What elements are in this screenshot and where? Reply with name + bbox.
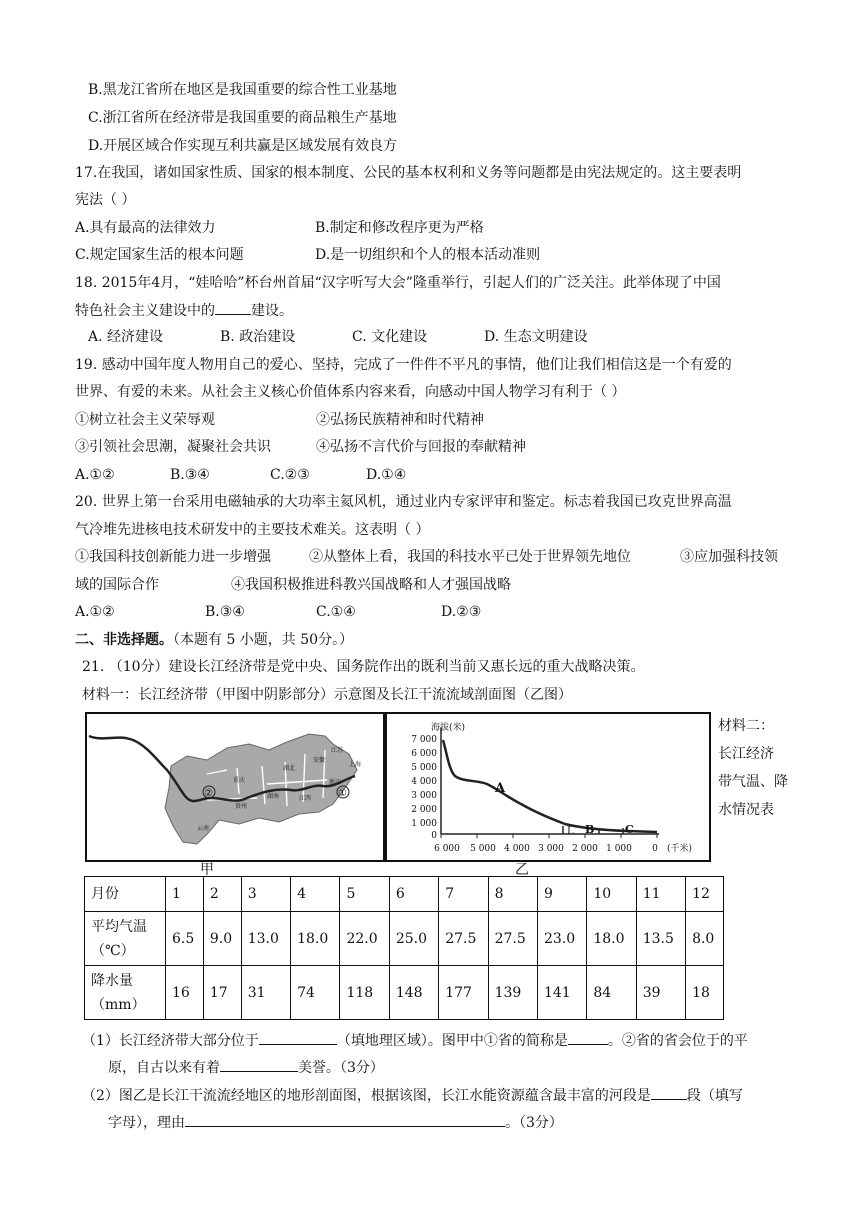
q21-sub2-text-d: 。（3分） (505, 1115, 563, 1131)
profile-y-tick: 2 000 (411, 805, 437, 815)
temp-header-line2: （℃） (91, 942, 135, 959)
rain-header-line1: 降水量 (91, 972, 133, 989)
q18-option-b: B. 政治建设 (220, 329, 296, 345)
section2-note: （本题有 5 小题，共 50分。） (173, 632, 354, 648)
table-cell: 23.0 (537, 912, 586, 966)
segment-l-label: L (567, 826, 574, 837)
profile-x-tick: 3 000 (538, 844, 564, 854)
month-header: 月份 (85, 877, 166, 912)
table-cell: 177 (439, 966, 488, 1020)
q21-sub1-text-b: （填地理区域）。图甲中①省的简称是 (336, 1033, 568, 1049)
table-cell: 8 (488, 877, 537, 912)
q19-item-4: ④弘扬不言代价与回报的奉献精神 (316, 439, 526, 455)
q21-material1: 材料一：长江经济带（甲图中阴影部分）示意图及长江干流流域剖面图（乙图） (82, 687, 572, 703)
table-row (85, 912, 724, 966)
map-label-2: ② (204, 788, 213, 799)
profile-y-tick: 5 000 (411, 763, 437, 773)
q21-sub1-text-e: 美誉。（3分） (298, 1060, 384, 1076)
q20-item-3b: 域的国际合作 (75, 577, 159, 593)
q21-sub1-blank-reputation[interactable] (220, 1057, 298, 1072)
q19-item-3: ③引领社会思潮，凝聚社会共识 (75, 439, 271, 455)
q18-option-c: C. 文化建设 (352, 329, 428, 345)
table-cell: 22.0 (340, 912, 389, 966)
q17-option-a: A.具有最高的法律效力 (75, 220, 216, 236)
q17-option-d: D.是一切组织和个人的根本活动准则 (315, 247, 541, 263)
profile-elevation-curve (443, 740, 657, 832)
table-cell: 148 (389, 966, 438, 1020)
map-label-yunnan: 云南 (197, 825, 210, 832)
shaded-region (165, 734, 357, 844)
table-cell: 3 (241, 877, 290, 912)
temp-header-line1: 平均气温 (91, 918, 147, 935)
temp-header (85, 912, 166, 966)
q20-item-4: ④我国积极推进科教兴国战略和人才强国战略 (231, 577, 511, 593)
table-cell: 11 (636, 877, 685, 912)
table-cell: 118 (340, 966, 389, 1020)
caption-yi: 乙 (515, 862, 529, 878)
q21-sub2-text-b: 段（填写 (686, 1088, 743, 1104)
profile-x-tick: 2 000 (572, 844, 598, 854)
table-cell: 6.5 (166, 912, 204, 966)
profile-x-tick: 6 000 (434, 844, 460, 854)
rain-header-line2: （mm） (91, 996, 146, 1013)
table-cell: 10 (587, 877, 636, 912)
q19-option-d: D.①④ (366, 467, 407, 483)
profile-x-tick: 1 000 (606, 844, 632, 854)
profile-y-tick: 0 (431, 831, 437, 841)
profile-y-tick: 4 000 (411, 777, 437, 787)
table-cell: 13.0 (241, 912, 290, 966)
table-cell: 12 (686, 877, 724, 912)
q21-sub1-line1 (82, 1030, 748, 1051)
map-label-jiangxi: 江西 (299, 795, 312, 802)
table-cell: 139 (488, 966, 537, 1020)
q21-sub2-line1 (82, 1085, 743, 1106)
table-cell: 84 (587, 966, 636, 1020)
q20-option-a: A.①② (75, 604, 115, 620)
table-cell: 9 (537, 877, 586, 912)
profile-y-tick: 1 000 (411, 819, 437, 829)
table-cell: 9.0 (203, 912, 241, 966)
profile-y-title: 海拔(米) (431, 723, 466, 733)
q21-sub1-text-c: 。②省的省会位于的平 (607, 1033, 748, 1049)
map-label-hunan: 湖南 (267, 793, 280, 800)
q20-item-1: ①我国科技创新能力进一步增强 (75, 549, 271, 565)
q21-sub1-text-a: （1）长江经济带大部分位于 (82, 1033, 259, 1049)
q16-option-d: D.开展区域合作实现互利共赢是区域发展有效良方 (88, 138, 398, 154)
material2-line: 带气温、降 (718, 774, 788, 790)
q17-stem-line1: 17.在我国，诸如国家性质、国家的根本制度、公民的基本权利和义务等问题都是由宪法规定的。这主要表明 (75, 165, 742, 181)
table-cell: 74 (291, 966, 340, 1020)
map-label-shanghai: 上海 (349, 761, 362, 768)
table-cell: 2 (203, 877, 241, 912)
table-cell: 7 (439, 877, 488, 912)
table-cell: 31 (241, 966, 290, 1020)
q17-option-b: B.制定和修改程序更为严格 (315, 220, 484, 236)
q19-stem-line1: 19. 感动中国年度人物用自己的爱心、坚持，完成了一件件不平凡的事情，他们让我们相信这是一个有爱的 (75, 357, 732, 373)
q21-sub2-text-c: 字母），理由 (108, 1115, 185, 1131)
yangtze-map-figure (85, 712, 385, 862)
yangtze-profile-svg (387, 714, 709, 860)
map-label-jiangsu: 江苏 (331, 747, 344, 754)
map-label-guizhou: 贵州 (235, 803, 248, 810)
caption-jia: 甲 (200, 862, 214, 878)
q18-stem-pre: 特色社会主义建设中的 (75, 303, 215, 319)
map-label-chongqing: 重庆 (233, 777, 246, 784)
q21-sub1-line2 (108, 1057, 384, 1078)
table-cell: 4 (291, 877, 340, 912)
q20-item-3a: ③应加强科技领 (680, 549, 778, 565)
q17-option-c: C.规定国家生活的根本问题 (75, 247, 244, 263)
profile-x-tick: 0 (652, 844, 658, 854)
material2-label (718, 712, 788, 824)
table-cell: 18.0 (587, 912, 636, 966)
table-cell: 25.0 (389, 912, 438, 966)
table-cell: 18.0 (291, 912, 340, 966)
yangtze-profile-figure (385, 712, 711, 862)
q16-option-b: B.黑龙江省所在地区是我国重要的综合性工业基地 (88, 82, 397, 98)
yangtze-map-svg (87, 714, 383, 860)
q19-option-c: C.②③ (270, 467, 310, 483)
table-cell: 17 (203, 966, 241, 1020)
table-cell: 13.5 (636, 912, 685, 966)
q19-stem-line2: 世界、有爱的未来。从社会主义核心价值体系内容来看，向感动中国人物学习有利于（ ） (75, 384, 626, 400)
q21-sub1-blank-region[interactable] (259, 1030, 337, 1045)
q21-sub1-text-d: 原，自古以来有着 (108, 1060, 220, 1076)
q18-stem-line2 (75, 300, 293, 321)
profile-x-tick: 5 000 (470, 844, 496, 854)
q20-stem-line1: 20. 世界上第一台采用电磁轴承的大功率主氦风机，通过业内专家评审和鉴定。标志着我国已攻克世界高温 (75, 494, 732, 510)
q20-stem-line2: 气冷堆先进核电技术研发中的主要技术难关。这表明（ ） (75, 522, 430, 538)
table-cell: 1 (166, 877, 204, 912)
segment-a-label: A (495, 781, 506, 796)
q18-option-d: D. 生态文明建设 (484, 329, 588, 345)
q21-sub1-blank-abbrev[interactable] (568, 1030, 608, 1045)
profile-x-tick: 4 000 (504, 844, 530, 854)
segment-b-label: B (585, 823, 595, 836)
table-cell: 18 (686, 966, 724, 1020)
section2-heading (75, 630, 353, 650)
q18-option-a: A. 经济建设 (88, 329, 164, 345)
q21-sub2-line2 (108, 1112, 563, 1133)
table-cell: 27.5 (439, 912, 488, 966)
table-cell: 8.0 (686, 912, 724, 966)
q21-sub2-blank-reason[interactable] (185, 1112, 505, 1127)
q19-item-1: ①树立社会主义荣辱观 (75, 412, 215, 428)
table-row (85, 966, 724, 1020)
rain-header (85, 966, 166, 1020)
map-label-hubei: 湖北 (283, 765, 296, 772)
q20-option-b: B.③④ (205, 604, 245, 620)
map-label-zhejiang: 浙江 (329, 779, 342, 786)
q17-stem-line2: 宪法（ ） (75, 192, 136, 208)
table-row (85, 877, 724, 912)
q18-stem-post: 建设。 (251, 303, 293, 319)
q21-sub2-text-a: （2）图乙是长江干流流经地区的地形剖面图，根据该图，长江水能资源蕴含最丰富的河段是 (82, 1088, 651, 1104)
table-cell: 39 (636, 966, 685, 1020)
segment-c-label: C (625, 823, 634, 836)
table-cell: 141 (537, 966, 586, 1020)
material2-line: 水情况表 (718, 802, 774, 818)
section2-title: 二、非选择题。 (75, 632, 173, 648)
material2-line: 材料二： (718, 718, 774, 734)
q16-option-c: C.浙江省所在经济带是我国重要的商品粮生产基地 (88, 110, 397, 126)
q18-answer-blank[interactable] (215, 300, 251, 315)
profile-x-unit: (千米) (667, 844, 693, 854)
q20-item-2: ②从整体上看，我国的科技水平已处于世界领先地位 (309, 549, 631, 565)
profile-y-tick: 6 000 (411, 749, 437, 759)
q19-item-2: ②弘扬民族精神和时代精神 (316, 412, 484, 428)
table-cell: 6 (389, 877, 438, 912)
q21-sub2-blank-segment[interactable] (651, 1085, 687, 1100)
q19-option-a: A.①② (75, 467, 115, 483)
map-label-1: ① (338, 788, 347, 799)
profile-y-tick: 7 000 (411, 735, 437, 745)
profile-y-tick: 3 000 (411, 791, 437, 801)
table-cell: 27.5 (488, 912, 537, 966)
q20-option-c: C.①④ (316, 604, 356, 620)
table-cell: 16 (166, 966, 204, 1020)
table-cell: 5 (340, 877, 389, 912)
map-label-anhui: 安徽 (313, 757, 326, 764)
material2-line: 长江经济 (718, 746, 774, 762)
q21-stem: 21. （10分）建设长江经济带是党中央、国务院作出的既利当前又惠长远的重大战略决策。 (82, 659, 645, 675)
q18-stem-line1: 18. 2015年4月，“娃哈哈”杯台州首届“汉字听写大会”隆重举行，引起人们的广泛关注。此举体现了中国 (75, 275, 721, 291)
q19-option-b: B.③④ (170, 467, 210, 483)
climate-table (84, 876, 724, 1020)
q20-option-d: D.②③ (441, 604, 482, 620)
